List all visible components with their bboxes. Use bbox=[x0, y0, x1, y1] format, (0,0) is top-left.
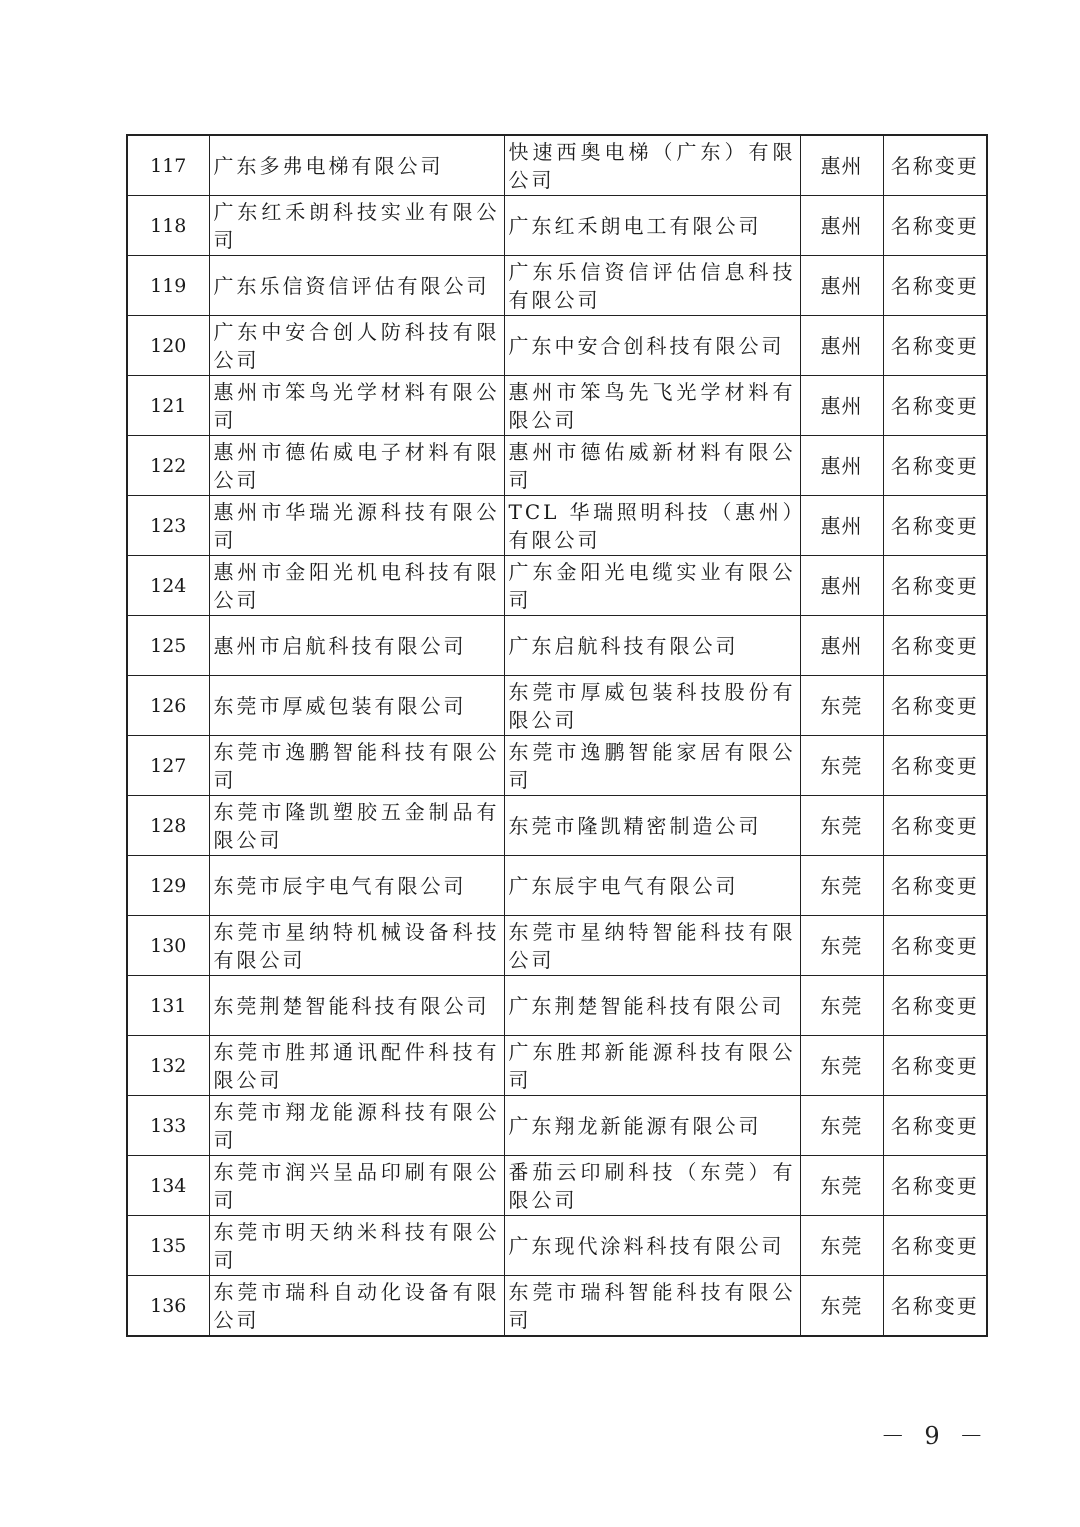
change-type-cell: 名称变更 bbox=[883, 1216, 987, 1276]
table-row bbox=[127, 256, 987, 316]
table-row bbox=[127, 496, 987, 556]
row-number-cell: 136 bbox=[127, 1276, 209, 1337]
new-name-cell: 惠州市笨鸟先飞光学材料有限公司 bbox=[504, 376, 800, 436]
new-name-cell: 广东辰宇电气有限公司 bbox=[504, 856, 800, 916]
row-number-cell: 132 bbox=[127, 1036, 209, 1096]
change-type-cell: 名称变更 bbox=[883, 796, 987, 856]
change-type-cell: 名称变更 bbox=[883, 1036, 987, 1096]
row-number-cell: 135 bbox=[127, 1216, 209, 1276]
new-name-cell: 广东胜邦新能源科技有限公司 bbox=[504, 1036, 800, 1096]
table-row bbox=[127, 1156, 987, 1216]
new-name-cell: 东莞市星纳特智能科技有限公司 bbox=[504, 916, 800, 976]
new-name-cell: 东莞市隆凯精密制造公司 bbox=[504, 796, 800, 856]
city-cell: 惠州 bbox=[800, 496, 883, 556]
change-type-cell: 名称变更 bbox=[883, 436, 987, 496]
table-row bbox=[127, 196, 987, 256]
row-number-cell: 121 bbox=[127, 376, 209, 436]
table-row bbox=[127, 135, 987, 196]
city-cell: 惠州 bbox=[800, 616, 883, 676]
table-body bbox=[127, 135, 987, 1336]
table-row bbox=[127, 736, 987, 796]
row-number-cell: 124 bbox=[127, 556, 209, 616]
city-cell: 惠州 bbox=[800, 376, 883, 436]
original-name-cell: 惠州市德佑威电子材料有限公司 bbox=[209, 436, 504, 496]
table-row bbox=[127, 376, 987, 436]
change-type-cell: 名称变更 bbox=[883, 1156, 987, 1216]
change-type-cell: 名称变更 bbox=[883, 616, 987, 676]
change-type-cell: 名称变更 bbox=[883, 496, 987, 556]
row-number-cell: 123 bbox=[127, 496, 209, 556]
new-name-cell: TCL 华瑞照明科技（惠州）有限公司 bbox=[504, 496, 800, 556]
change-type-cell: 名称变更 bbox=[883, 916, 987, 976]
change-type-cell: 名称变更 bbox=[883, 316, 987, 376]
city-cell: 东莞 bbox=[800, 976, 883, 1036]
original-name-cell: 东莞市翔龙能源科技有限公司 bbox=[209, 1096, 504, 1156]
city-cell: 东莞 bbox=[800, 1156, 883, 1216]
original-name-cell: 广东多弗电梯有限公司 bbox=[209, 135, 504, 196]
city-cell: 惠州 bbox=[800, 196, 883, 256]
city-cell: 东莞 bbox=[800, 856, 883, 916]
row-number-cell: 129 bbox=[127, 856, 209, 916]
change-type-cell: 名称变更 bbox=[883, 856, 987, 916]
new-name-cell: 广东金阳光电缆实业有限公司 bbox=[504, 556, 800, 616]
new-name-cell: 东莞市厚威包装科技股份有限公司 bbox=[504, 676, 800, 736]
original-name-cell: 广东中安合创人防科技有限公司 bbox=[209, 316, 504, 376]
new-name-cell: 东莞市逸鹏智能家居有限公司 bbox=[504, 736, 800, 796]
city-cell: 惠州 bbox=[800, 556, 883, 616]
change-type-cell: 名称变更 bbox=[883, 1276, 987, 1337]
original-name-cell: 东莞荆楚智能科技有限公司 bbox=[209, 976, 504, 1036]
original-name-cell: 惠州市华瑞光源科技有限公司 bbox=[209, 496, 504, 556]
row-number-cell: 125 bbox=[127, 616, 209, 676]
city-cell: 惠州 bbox=[800, 316, 883, 376]
original-name-cell: 东莞市瑞科自动化设备有限公司 bbox=[209, 1276, 504, 1337]
table-row bbox=[127, 676, 987, 736]
new-name-cell: 广东红禾朗电工有限公司 bbox=[504, 196, 800, 256]
city-cell: 惠州 bbox=[800, 436, 883, 496]
new-name-cell: 番茄云印刷科技（东莞）有限公司 bbox=[504, 1156, 800, 1216]
new-name-cell: 广东现代涂料科技有限公司 bbox=[504, 1216, 800, 1276]
row-number-cell: 130 bbox=[127, 916, 209, 976]
original-name-cell: 东莞市胜邦通讯配件科技有限公司 bbox=[209, 1036, 504, 1096]
row-number-cell: 127 bbox=[127, 736, 209, 796]
row-number-cell: 126 bbox=[127, 676, 209, 736]
original-name-cell: 东莞市辰宇电气有限公司 bbox=[209, 856, 504, 916]
city-cell: 东莞 bbox=[800, 1216, 883, 1276]
row-number-cell: 118 bbox=[127, 196, 209, 256]
city-cell: 惠州 bbox=[800, 135, 883, 196]
table-row bbox=[127, 556, 987, 616]
row-number-cell: 133 bbox=[127, 1096, 209, 1156]
original-name-cell: 广东乐信资信评估有限公司 bbox=[209, 256, 504, 316]
company-name-change-table bbox=[126, 134, 988, 1337]
change-type-cell: 名称变更 bbox=[883, 256, 987, 316]
city-cell: 东莞 bbox=[800, 916, 883, 976]
row-number-cell: 119 bbox=[127, 256, 209, 316]
new-name-cell: 广东荆楚智能科技有限公司 bbox=[504, 976, 800, 1036]
table-row bbox=[127, 1036, 987, 1096]
row-number-cell: 131 bbox=[127, 976, 209, 1036]
new-name-cell: 广东翔龙新能源有限公司 bbox=[504, 1096, 800, 1156]
city-cell: 东莞 bbox=[800, 796, 883, 856]
original-name-cell: 东莞市明天纳米科技有限公司 bbox=[209, 1216, 504, 1276]
change-type-cell: 名称变更 bbox=[883, 196, 987, 256]
row-number-cell: 134 bbox=[127, 1156, 209, 1216]
original-name-cell: 东莞市星纳特机械设备科技有限公司 bbox=[209, 916, 504, 976]
new-name-cell: 惠州市德佑威新材料有限公司 bbox=[504, 436, 800, 496]
row-number-cell: 120 bbox=[127, 316, 209, 376]
original-name-cell: 惠州市笨鸟光学材料有限公司 bbox=[209, 376, 504, 436]
change-type-cell: 名称变更 bbox=[883, 676, 987, 736]
change-type-cell: 名称变更 bbox=[883, 556, 987, 616]
change-type-cell: 名称变更 bbox=[883, 736, 987, 796]
table-row bbox=[127, 796, 987, 856]
change-type-cell: 名称变更 bbox=[883, 135, 987, 196]
original-name-cell: 东莞市润兴呈品印刷有限公司 bbox=[209, 1156, 504, 1216]
table-row bbox=[127, 1216, 987, 1276]
table-row bbox=[127, 856, 987, 916]
page-number: － 9 － bbox=[880, 1422, 990, 1450]
table-row bbox=[127, 316, 987, 376]
city-cell: 东莞 bbox=[800, 1036, 883, 1096]
new-name-cell: 快速西奥电梯（广东）有限公司 bbox=[504, 135, 800, 196]
original-name-cell: 惠州市启航科技有限公司 bbox=[209, 616, 504, 676]
original-name-cell: 东莞市厚威包装有限公司 bbox=[209, 676, 504, 736]
change-type-cell: 名称变更 bbox=[883, 1096, 987, 1156]
row-number-cell: 122 bbox=[127, 436, 209, 496]
new-name-cell: 东莞市瑞科智能科技有限公司 bbox=[504, 1276, 800, 1337]
city-cell: 惠州 bbox=[800, 256, 883, 316]
original-name-cell: 惠州市金阳光机电科技有限公司 bbox=[209, 556, 504, 616]
city-cell: 东莞 bbox=[800, 676, 883, 736]
original-name-cell: 广东红禾朗科技实业有限公司 bbox=[209, 196, 504, 256]
new-name-cell: 广东启航科技有限公司 bbox=[504, 616, 800, 676]
row-number-cell: 117 bbox=[127, 135, 209, 196]
table-row bbox=[127, 976, 987, 1036]
change-type-cell: 名称变更 bbox=[883, 976, 987, 1036]
table-row bbox=[127, 1096, 987, 1156]
table-row bbox=[127, 916, 987, 976]
city-cell: 东莞 bbox=[800, 736, 883, 796]
new-name-cell: 广东乐信资信评估信息科技有限公司 bbox=[504, 256, 800, 316]
table-row bbox=[127, 1276, 987, 1337]
table-row bbox=[127, 616, 987, 676]
table-row bbox=[127, 436, 987, 496]
new-name-cell: 广东中安合创科技有限公司 bbox=[504, 316, 800, 376]
original-name-cell: 东莞市逸鹏智能科技有限公司 bbox=[209, 736, 504, 796]
city-cell: 东莞 bbox=[800, 1276, 883, 1337]
change-type-cell: 名称变更 bbox=[883, 376, 987, 436]
city-cell: 东莞 bbox=[800, 1096, 883, 1156]
original-name-cell: 东莞市隆凯塑胶五金制品有限公司 bbox=[209, 796, 504, 856]
row-number-cell: 128 bbox=[127, 796, 209, 856]
